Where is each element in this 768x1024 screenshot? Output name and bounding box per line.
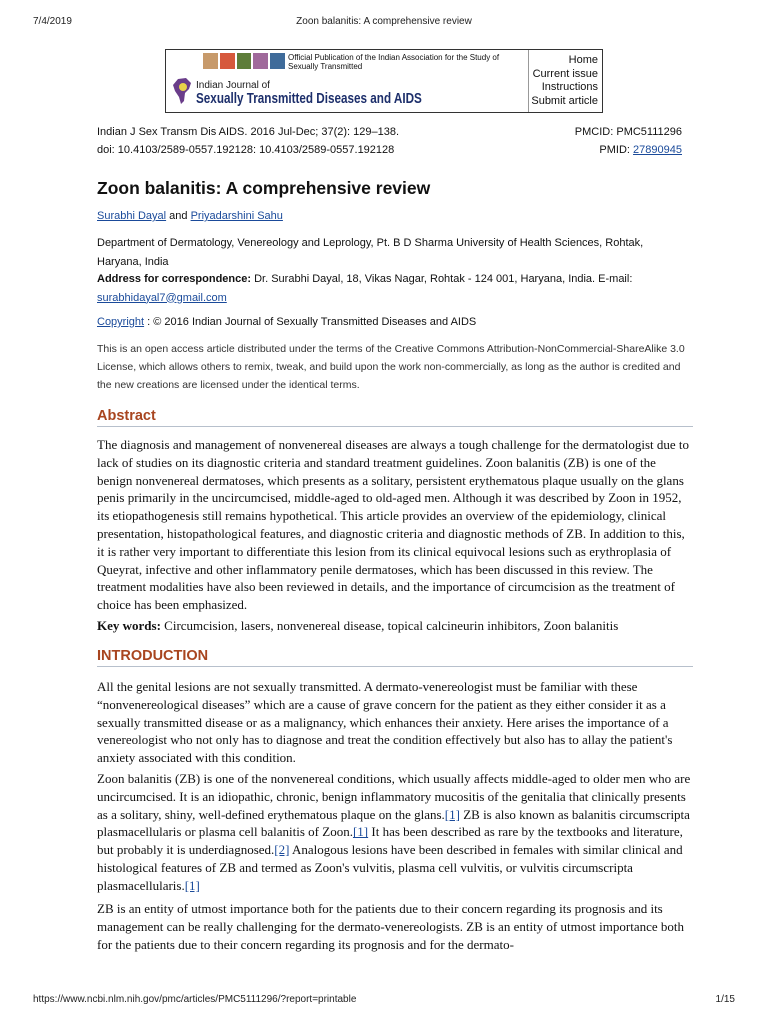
banner-photo-strip (203, 53, 285, 69)
banner-journal-small: Indian Journal of (196, 80, 270, 91)
nav-current-issue-link[interactable]: Current issue (532, 67, 598, 80)
abstract-heading: Abstract (97, 408, 693, 427)
print-url: https://www.ncbi.nlm.nih.gov/pmc/articles/PMC5111296/?report=printable (33, 994, 357, 1005)
banner-nav (529, 50, 602, 112)
citation-block (97, 126, 682, 162)
print-footer (33, 994, 735, 1005)
pmcid: PMCID: PMC5111296 (574, 126, 682, 138)
copyright-line (97, 316, 476, 328)
pmid-link[interactable]: 27890945 (633, 144, 682, 156)
banner-journal-title: Sexually Transmitted Diseases and AIDS (196, 90, 422, 107)
keywords-text: Circumcision, lasers, nonvenereal disease, topical calcineurin inhibitors, Zoon balanitis (164, 618, 619, 633)
nav-submit-article-link[interactable]: Submit article (531, 94, 598, 107)
banner-logo-area (166, 50, 529, 112)
print-header (33, 16, 735, 27)
ref-2-link[interactable]: [2] (274, 842, 290, 858)
author-separator: and (169, 210, 188, 222)
copyright-text: : © 2016 Indian Journal of Sexually Transmitted Diseases and AIDS (147, 316, 477, 328)
abstract-text: The diagnosis and management of nonvenereal diseases are always a tough challenge for the dermatologist due to lack of studies on its diagnostic criteria and standard treatment guidelines. Zoon balanitis (ZB) is one of the benign nonvenereal dermatoses, which presents as a solitary, persistent erythematous plaque usually on the glans penis primarily in the uncircumcised, middle-aged to old-aged men. Although it was described by Zoon in 1952, its etiopathogenesis still remains hypothetical. This article provides an overview of the epidemiology, clinical presentation, histopathological features, and diagnostic criteria and diagnostic methods of ZB. In addition to this, it is rather very important to differentiate this lesion from its clinical equivocal lesions such as erythroplasia of Queyrat, infective and other inflammatory penile dermatoses, which has been discussed in this review. The treatment modalities have also been reviewed in details, and the importance of circumcision as the treatment of choice has been emphasized. (97, 437, 690, 613)
correspondence-label: Address for correspondence: (97, 273, 252, 285)
pmid (599, 144, 682, 162)
journal-citation: Indian J Sex Transm Dis AIDS. 2016 Jul-Dec; 37(2): 129–138. (97, 126, 400, 138)
intro-p2-part-d: Analogous lesions have been described in females with similar clinical and histological features of ZB and termed as Zoon's vulvitis, plasma cell vulvitis, or vulvitis circumscripta plasmacellularis. (97, 842, 683, 893)
author-link-sahu[interactable]: Priyadarshini Sahu (190, 210, 283, 222)
intro-paragraph-1: All the genital lesions are not sexually transmitted. A dermato-venereologist must be familiar with these “nonvenereological diseases” which are a cause of grave concern for the patient as they either consider it as a sexually transmitted disease or as a malignancy, which enhances their anxiety. Here arises the importance of a venereologist who not only has to diagnose and treat the condition effectively but also has to allay the patient's anxiety associated with this condition. (97, 679, 673, 766)
keywords-label: Key words: (97, 618, 161, 633)
correspondence-text: Dr. Surabhi Dayal, 18, Vikas Nagar, Rohtak - 124 001, Haryana, India. E-mail: (254, 273, 633, 285)
ref-1-link-2[interactable]: [1] (352, 824, 369, 840)
license-text: This is an open access article distributed under the terms of the Creative Commons Attribution-NonCommercial-ShareAlike 3.0 License, which allows others to remix, tweak, and build upon the work non-commercially, as long as the author is credited and the new creations are licensed under the identical terms. (97, 343, 685, 391)
journal-banner (165, 49, 603, 113)
india-map-icon (172, 77, 194, 105)
affiliation: Department of Dermatology, Venereology and Leprology, Pt. B D Sharma University of Health Sciences, Rohtak, Haryana, India (97, 237, 644, 268)
copyright-link[interactable]: Copyright (97, 316, 145, 328)
banner-org-text: Official Publication of the Indian Association for the Study of Sexually Transmitted (288, 53, 500, 71)
intro-p2-part-c: It has been described as rare by the textbooks and literature, but probably it is underdiagnosed. (97, 824, 683, 858)
article-title: Zoon balanitis: A comprehensive review (97, 178, 431, 198)
intro-p2-part-a: Zoon balanitis (ZB) is one of the nonvenereal conditions, which usually affects middle-aged to older men who are uncircumcised. It is an idiopathic, chronic, benign inflammatory mucositis of the genitalia that clinically presents as a solitary, shiny, well-defined erythematous plaque on the glans. (97, 771, 691, 822)
print-date: 7/4/2019 (33, 16, 72, 27)
ref-1-link-3[interactable]: [1] (184, 877, 200, 893)
intro-paragraph-3: ZB is an entity of utmost importance both for the patients due to their concern regarding its prognosis and its management can be really challenging for the dermato-venereologists. ZB is an entity of utmost importance both for the patients due to their concern regarding its prognosis and for the dermato- (97, 901, 684, 952)
ref-1-link[interactable]: [1] (444, 806, 460, 822)
intro-paragraph-2 (97, 770, 694, 895)
print-page-number: 1/15 (715, 994, 735, 1005)
author-list (97, 210, 283, 222)
print-title: Zoon balanitis: A comprehensive review (296, 16, 472, 27)
intro-p2-part-b: ZB is also known as balanitis circumscripta plasmacellularis or plasma cell balanitis of Zoon. (97, 806, 690, 840)
author-link-dayal[interactable]: Surabhi Dayal (97, 210, 167, 222)
pmid-label: PMID: (599, 144, 630, 156)
correspondence (97, 270, 687, 307)
keywords (97, 617, 694, 635)
nav-home-link[interactable]: Home (568, 54, 598, 66)
doi: doi: 10.4103/2589-0557.192128: 10.4103/2589-0557.192128 (97, 144, 395, 156)
email-link[interactable]: surabhidayal7@gmail.com (97, 291, 227, 304)
introduction-heading: INTRODUCTION (97, 648, 693, 667)
nav-instructions-link[interactable]: Instructions (541, 81, 598, 93)
